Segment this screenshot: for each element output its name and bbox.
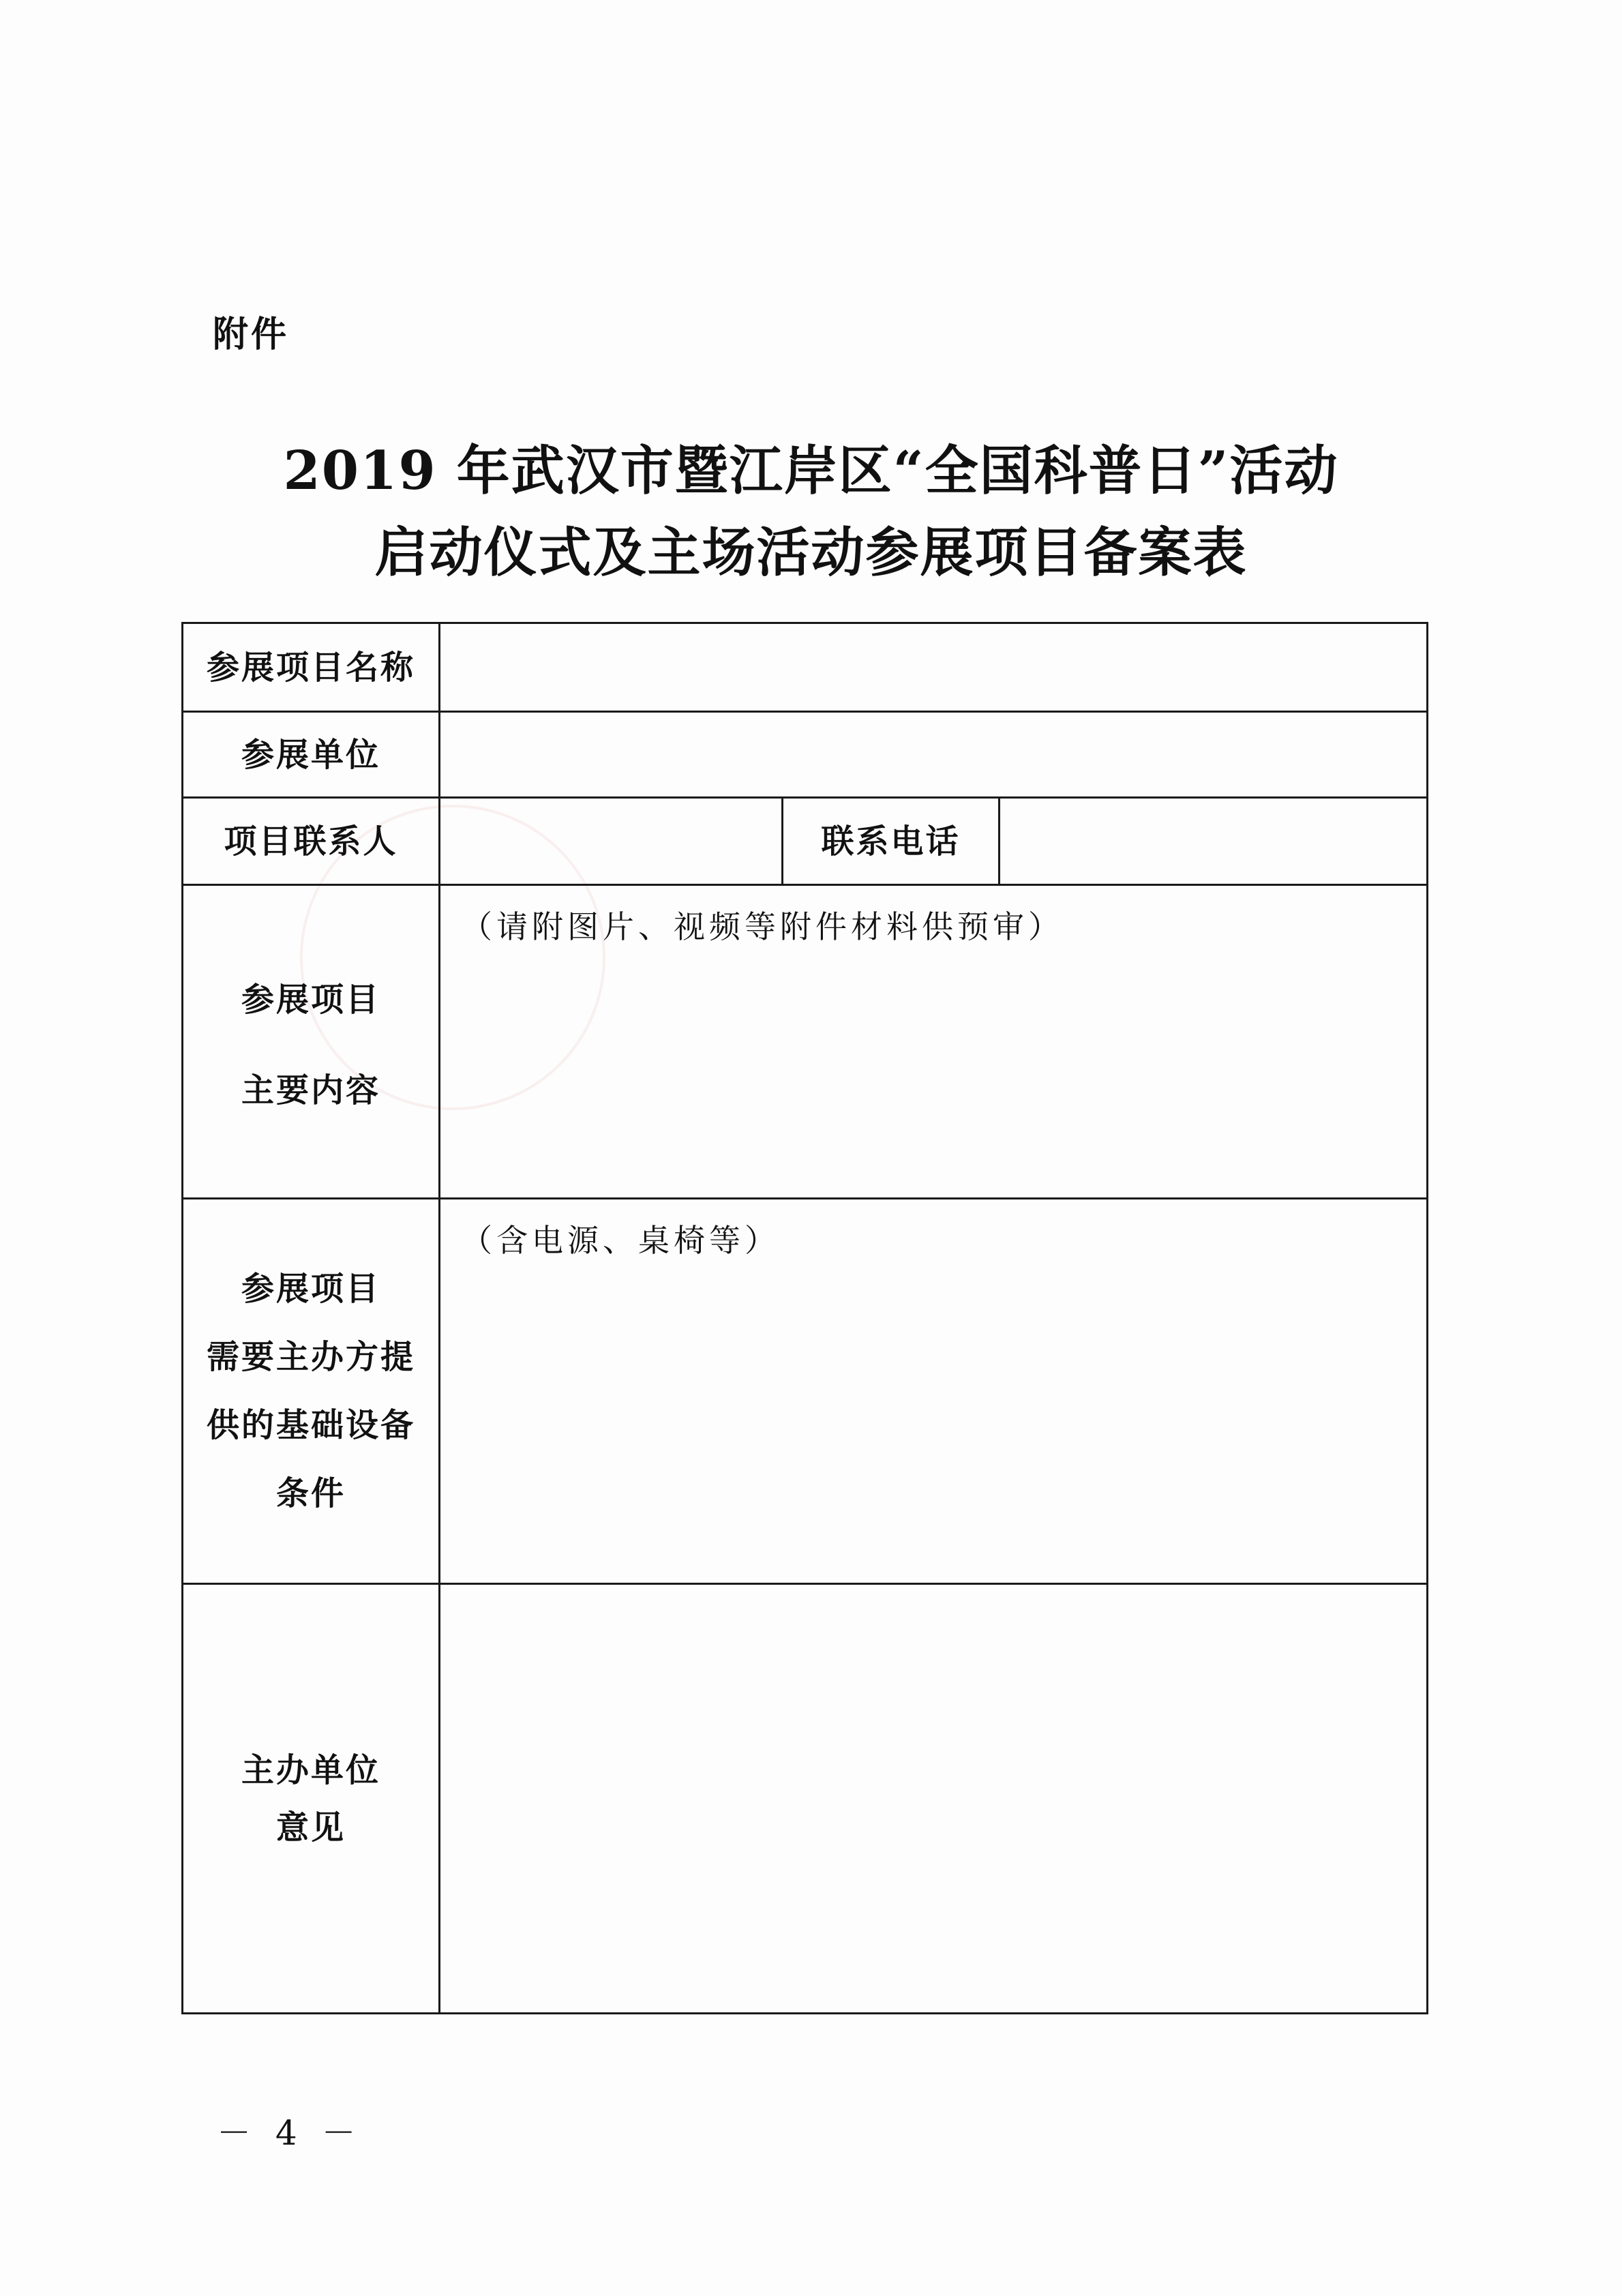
equipment-label-line-4: 条件: [275, 1474, 346, 1512]
document-title-line-1: 2019 年武汉市暨江岸区“全国科普日”活动: [283, 440, 1339, 502]
organizer-opinion-label-line-2: 意见: [275, 1808, 346, 1847]
main-content-label-line-1: 参展项目: [241, 980, 380, 1019]
equipment-label-line-3: 供的基础设备: [206, 1406, 415, 1444]
exhibitor-label: 参展单位: [183, 712, 440, 798]
contact-person-field[interactable]: [440, 798, 783, 885]
table-row-project-name: [183, 623, 1428, 712]
organizer-opinion-label-line-1: 主办单位: [241, 1750, 380, 1789]
equipment-note: （含电源、桌椅等）: [461, 1222, 780, 1259]
table-row-contact: [183, 798, 1428, 885]
table-row-exhibitor: [183, 712, 1428, 798]
main-content-label: [183, 885, 440, 1199]
equipment-label: [183, 1199, 440, 1584]
table-row-main-content: [183, 885, 1428, 1199]
contact-phone-label: 联系电话: [783, 798, 1000, 885]
document-title-line-2: 启动仪式及主场活动参展项目备案表: [374, 522, 1248, 584]
main-content-note: （请附图片、视频等附件材料供预审）: [461, 908, 1064, 945]
project-name-field[interactable]: [440, 623, 1428, 712]
equipment-field[interactable]: [440, 1199, 1428, 1584]
exhibitor-field[interactable]: [440, 712, 1428, 798]
contact-person-label: 项目联系人: [183, 798, 440, 885]
project-name-label: 参展项目名称: [183, 623, 440, 712]
table-row-equipment: [183, 1199, 1428, 1584]
contact-phone-field[interactable]: [1000, 798, 1428, 885]
equipment-label-line-1: 参展项目: [241, 1270, 380, 1308]
organizer-opinion-field[interactable]: [440, 1584, 1428, 2014]
equipment-label-line-2: 需要主办方提: [206, 1338, 415, 1376]
registration-form-table: [181, 622, 1428, 2014]
attachment-label: 附件: [213, 314, 290, 355]
main-content-label-line-2: 主要内容: [241, 1071, 380, 1109]
organizer-opinion-label: [183, 1584, 440, 2014]
page-number: － 4 －: [217, 2113, 363, 2153]
table-row-organizer-opinion: [183, 1584, 1428, 2014]
main-content-field[interactable]: [440, 885, 1428, 1199]
